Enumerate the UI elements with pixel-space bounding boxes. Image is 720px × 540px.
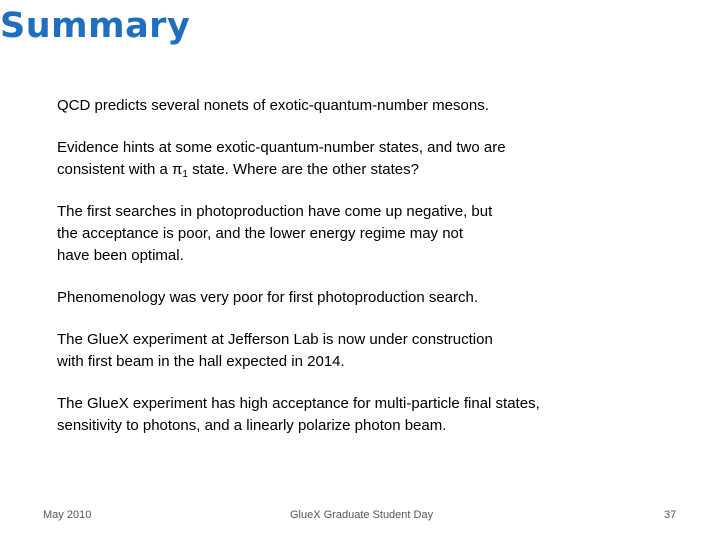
paragraph-line: Evidence hints at some exotic-quantum-number states, and two are	[57, 139, 506, 156]
paragraph-line-with-subscript	[57, 159, 677, 181]
footer-date: May 2010	[43, 509, 92, 521]
paragraph-line: have been optimal.	[57, 247, 184, 264]
paragraph-line: with first beam in the hall expected in 2014.	[57, 353, 345, 370]
paragraph-line: QCD predicts several nonets of exotic-quantum-number mesons.	[57, 97, 489, 114]
footer-event-name: GlueX Graduate Student Day	[290, 509, 434, 521]
paragraph-line: The GlueX experiment at Jefferson Lab is now under construction	[57, 331, 493, 348]
paragraph-qcd-predictions	[57, 95, 677, 117]
paragraph-evidence	[57, 137, 677, 181]
slide-title: Summary	[0, 6, 191, 46]
paragraph-phenomenology	[57, 287, 677, 309]
paragraph-construction	[57, 329, 677, 373]
text-fragment: consistent with a π	[57, 161, 183, 178]
paragraph-line: The GlueX experiment has high acceptance for multi-particle final states,	[57, 395, 540, 412]
footer-page-number: 37	[664, 509, 677, 521]
paragraph-line: the acceptance is poor, and the lower energy regime may not	[57, 225, 464, 242]
paragraph-line: The first searches in photoproduction have come up negative, but	[57, 203, 493, 220]
paragraph-acceptance	[57, 393, 677, 437]
paragraph-line: sensitivity to photons, and a linearly polarize photon beam.	[57, 417, 447, 434]
subscript: 1	[182, 169, 188, 180]
paragraph-first-searches	[57, 201, 677, 267]
text-fragment: state. Where are the other states?	[187, 161, 419, 178]
paragraph-line: Phenomenology was very poor for first photoproduction search.	[57, 289, 479, 306]
slide-body	[57, 95, 677, 457]
